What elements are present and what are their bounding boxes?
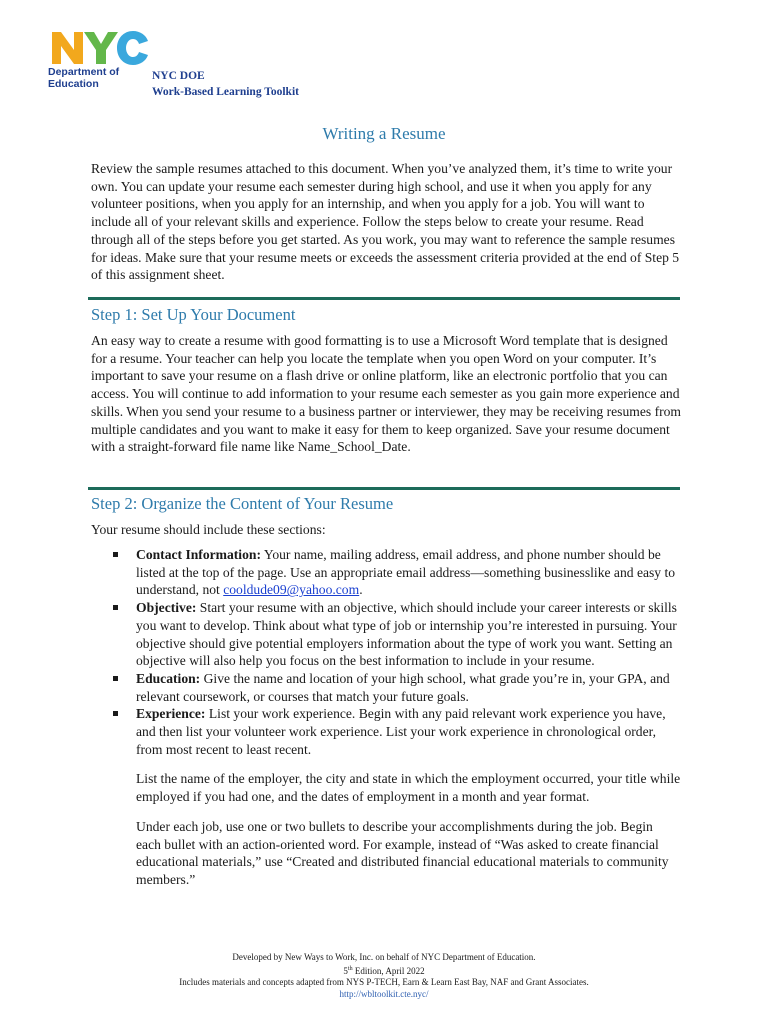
list-item (91, 546, 681, 599)
bullet-icon (113, 605, 118, 610)
item-text-end: . (359, 582, 363, 598)
footer-credit: Developed by New Ways to Work, Inc. on behalf of NYC Department of Education. (232, 952, 536, 962)
page-footer (0, 952, 768, 1000)
nyc-logo-icon (50, 28, 150, 66)
footer-edition (0, 964, 768, 978)
item-label: Objective: (136, 600, 197, 616)
resume-sections-list (91, 546, 681, 889)
edition-date: Edition, April 2022 (352, 965, 425, 976)
list-item (91, 670, 681, 705)
item-label: Experience: (136, 706, 206, 722)
toolkit-label (152, 68, 299, 100)
edition-number: 5 (343, 965, 348, 976)
item-text: Give the name and location of your high school, what grade you’re in, your GPA, and relevant coursework, or courses that match your future goals. (136, 670, 670, 704)
experience-paragraph-1: List the name of the employer, the city and state in which the employment occurred, your title while employed if you had one, and the dates of employment in a month and year format. (136, 771, 681, 805)
toolkit-link[interactable]: http://wbltoolkit.cte.nyc/ (339, 988, 429, 999)
item-text: Start your resume with an objective, which should include your career interests or skills you want to develop. Think about what type of job or internship you’re interested in pursuing. Your objective should give potential employers information about the type of work you want. Setting an objective will also help you focus on the best information to include in your resume. (136, 600, 677, 669)
divider (88, 297, 680, 300)
page-title: Writing a Resume (322, 124, 446, 143)
department-name (48, 66, 119, 90)
org-name: NYC DOE (152, 70, 205, 82)
step-2-lead: Your resume should include these sections: (91, 522, 326, 537)
nyc-doe-logo (46, 28, 156, 94)
page-header (46, 28, 726, 98)
intro-paragraph: Review the sample resumes attached to this document. When you’ve analyzed them, it’s time to write your own. You can update your resume each semester during high school, and use it when you apply for any volunteer positions, when you apply for an internship, and when you apply for a job. You will want to include all of your relevant skills and experience. Follow the steps below to create your resume. Read through all of the steps before you get started. As you work, you may want to reference the sample resumes for ideas. Make sure that your resume meets or exceeds the assessment criteria provided at the end of Step 5 of this assignment sheet. (91, 161, 680, 283)
list-item (91, 599, 681, 670)
list-subparagraphs (91, 770, 681, 888)
toolkit-name: Work-Based Learning Toolkit (152, 86, 299, 98)
item-text: List your work experience. Begin with any paid relevant work experience you have, and then list your volunteer work experience. List your work experience in chronological order, from most recent to least recent. (136, 706, 666, 757)
item-label: Contact Information: (136, 547, 261, 562)
bullet-icon (113, 711, 118, 716)
dept-line-1: Department of (48, 66, 120, 78)
bullet-icon (113, 552, 118, 557)
bullet-icon (113, 676, 118, 681)
step-1-paragraph: An easy way to create a resume with good formatting is to use a Microsoft Word template that is designed for a resume. Your teacher can help you locate the template when you open Word on your computer. It’s important to save your resume on a flash drive or online platform, like an electronic portfolio that you can access. You will continue to add information to your resume each semester as you gain more experience and skills. When you send your resume to a business partner or interviewer, they may be receiving resumes from multiple candidates and you want to make it easy for them to keep organized. Save your resume document with a straight-forward file name like Name_School_Date. (91, 333, 681, 455)
dept-line-2: Education (48, 78, 99, 90)
item-text: Your name, mailing address, email address, and phone number should be listed at the top of the page. Use an appropriate email address—something businesslike and easy to understand, not (136, 547, 676, 598)
step-1-heading: Step 1: Set Up Your Document (91, 305, 296, 324)
list-item (91, 705, 681, 758)
experience-paragraph-2: Under each job, use one or two bullets to describe your accomplishments during the job. Begin each bullet with an action-oriented word. For example, instead of “Was asked to create financial educational materials,” use “Created and distributed financial educational materials to community members.” (136, 818, 669, 887)
email-link[interactable]: cooldude09@yahoo.com (223, 582, 360, 598)
item-label: Education: (136, 670, 201, 686)
divider (88, 487, 680, 490)
step-2-heading: Step 2: Organize the Content of Your Resume (91, 494, 394, 513)
footer-sources: Includes materials and concepts adapted from NYS P-TECH, Earn & Learn East Bay, NAF and Grant Associates. (179, 977, 589, 987)
edition-suffix: th (347, 965, 353, 972)
